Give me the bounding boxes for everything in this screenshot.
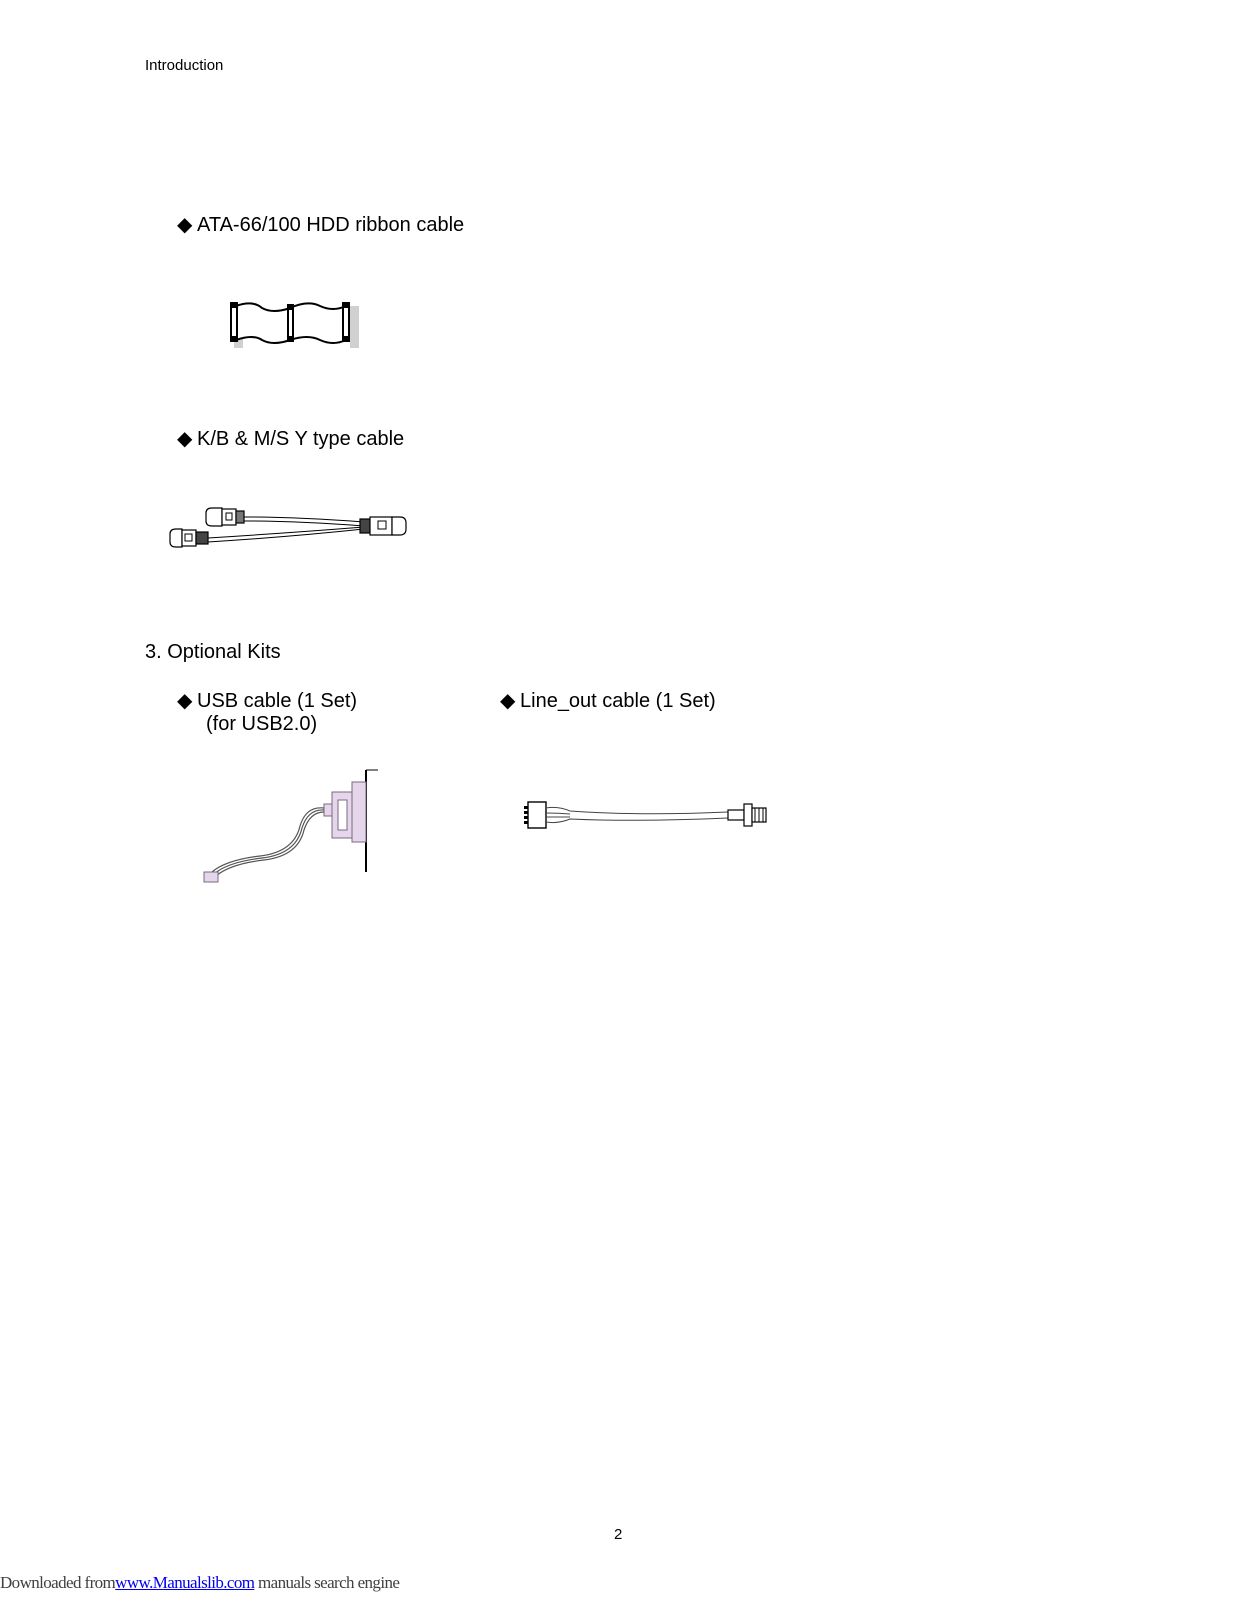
usb-cable-image	[198, 768, 382, 892]
diamond-bullet-icon: ◆	[177, 428, 193, 450]
footer-suffix: manuals search engine	[254, 1573, 400, 1592]
usb-cable-sublabel: (for USB2.0)	[206, 713, 318, 735]
kbms-y-cable-image	[168, 505, 416, 553]
lineout-cable-item	[500, 688, 716, 713]
manualslib-link[interactable]: www.Manualslib.com	[115, 1573, 255, 1592]
kbms-cable-item	[177, 426, 404, 451]
kbms-cable-label: K/B & M/S Y type cable	[197, 428, 405, 450]
footer-prefix: Downloaded from	[0, 1573, 116, 1592]
lineout-cable-image	[518, 798, 772, 832]
ata-cable-item	[177, 212, 464, 237]
ata-ribbon-cable-image	[228, 300, 360, 352]
usb-cable-label: USB cable (1 Set)	[197, 690, 358, 712]
diamond-bullet-icon: ◆	[177, 690, 193, 712]
diamond-bullet-icon: ◆	[500, 690, 516, 712]
usb-cable-item	[177, 688, 357, 713]
ata-cable-label: ATA-66/100 HDD ribbon cable	[197, 214, 465, 236]
optional-kits-heading: 3. Optional Kits	[145, 641, 281, 663]
page-number: 2	[614, 1526, 623, 1543]
diamond-bullet-icon: ◆	[177, 214, 193, 236]
download-footer	[0, 1573, 399, 1593]
page-header: Introduction	[145, 57, 224, 74]
lineout-cable-label: Line_out cable (1 Set)	[520, 690, 716, 712]
